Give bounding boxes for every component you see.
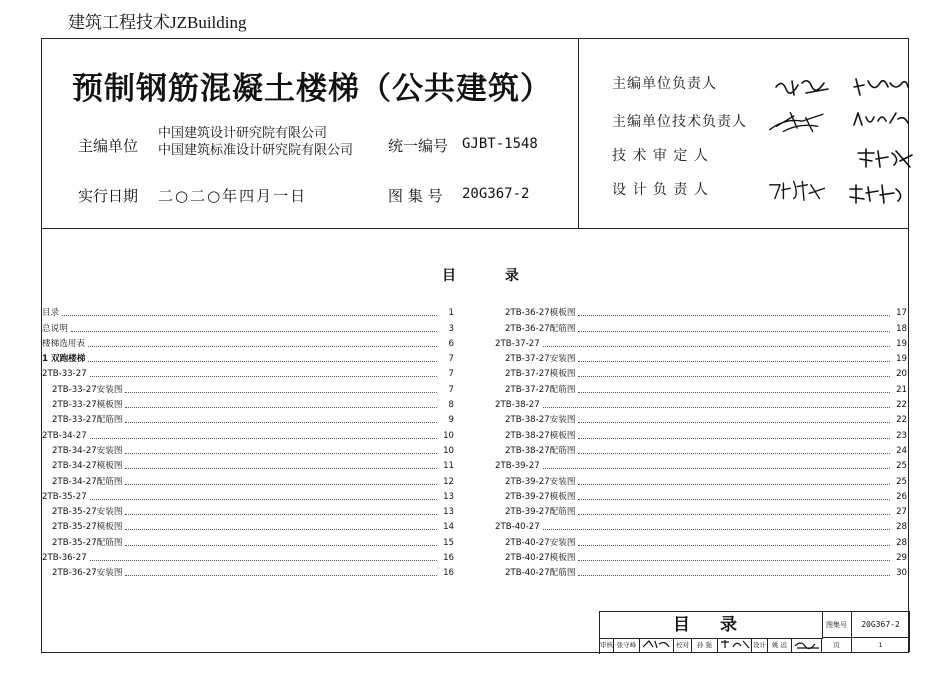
toc-entry-page: 10	[443, 430, 454, 441]
toc-entry-page: 22	[896, 415, 907, 426]
toc-leader-dots	[578, 483, 890, 485]
titleblock-atlas-label: 图集号	[822, 612, 852, 638]
toc-entry-page: 6	[448, 338, 454, 349]
checker-signature-mark	[719, 638, 751, 650]
toc-entry	[42, 502, 454, 517]
implementation-date: 二○二○年四月一日	[158, 187, 308, 205]
toc-entry-page: 16	[443, 568, 454, 579]
toc-leader-dots	[578, 330, 890, 332]
toc-leader-dots	[578, 498, 890, 500]
toc-leader-dots	[125, 467, 437, 469]
toc-entry-title: 2TB-34-27	[42, 430, 87, 441]
role-technical-review: 技 术 审 定 人	[612, 148, 709, 164]
toc-leader-dots	[125, 483, 437, 485]
toc-entry-page: 25	[896, 476, 907, 487]
toc-entry	[495, 471, 907, 486]
toc-entry-title: 2TB-38-27	[495, 400, 540, 411]
toc-leader-dots	[578, 452, 890, 454]
toc-leader-dots	[578, 421, 890, 423]
toc-leader-dots	[578, 513, 890, 515]
toc-leader-dots	[125, 513, 437, 515]
toc-entry	[42, 364, 454, 379]
toc-entry-title: 2TB-35-27安装图	[52, 507, 123, 518]
toc-entry	[42, 441, 454, 456]
toc-leader-dots	[125, 421, 437, 423]
toc-entry-title: 2TB-38-27配筋图	[505, 445, 576, 456]
toc-entry-title: 2TB-37-27模板图	[505, 369, 576, 380]
toc-entry	[42, 303, 454, 318]
toc-entry-page: 7	[448, 384, 454, 395]
toc-entry-page: 20	[896, 369, 907, 380]
design-label: 设计	[752, 638, 768, 652]
toc-entry-title: 2TB-33-27模板图	[52, 400, 123, 411]
org-list	[158, 125, 353, 159]
toc-entry	[42, 395, 454, 410]
toc-leader-dots	[88, 360, 437, 362]
toc-entry	[495, 395, 907, 410]
check-label: 校对	[674, 638, 692, 652]
role-technical-chief: 主编单位技术负责人	[612, 114, 747, 130]
toc-entry	[495, 487, 907, 502]
toc-entry	[42, 563, 454, 578]
toc-entry-title: 2TB-34-27配筋图	[52, 476, 123, 487]
toc-entry	[42, 517, 454, 532]
toc-leader-dots	[578, 391, 890, 393]
document-title: 预制钢筋混凝土楼梯（公共建筑）	[72, 71, 552, 107]
unified-no: GJBT-1548	[462, 136, 538, 152]
toc-entry	[495, 563, 907, 578]
date-label: 实行日期	[78, 187, 139, 205]
titleblock-signoff-row	[600, 638, 910, 652]
toc-entry	[495, 379, 907, 394]
toc-column-left	[42, 303, 454, 578]
toc-leader-dots	[578, 437, 890, 439]
toc-entry-page: 3	[448, 323, 454, 334]
toc-entry	[42, 532, 454, 547]
org-2: 中国建筑标准设计研究院有限公司	[158, 143, 354, 158]
toc-entry-title: 2TB-33-27安装图	[52, 384, 123, 395]
toc-entry-page: 28	[896, 522, 907, 533]
title-block	[599, 611, 910, 654]
toc-leader-dots	[62, 314, 437, 316]
toc-heading-char-2: 录	[504, 268, 519, 284]
toc-leader-dots	[578, 574, 890, 576]
signature-4b	[846, 179, 906, 205]
toc-entry	[42, 471, 454, 486]
toc-entry	[42, 349, 454, 364]
toc-leader-dots	[125, 452, 437, 454]
toc-entry-title: 2TB-39-27安装图	[505, 476, 576, 487]
toc-entry-title: 楼梯选用表	[42, 338, 85, 349]
toc-entry	[495, 441, 907, 456]
toc-heading	[442, 265, 519, 285]
toc-entry-page: 18	[896, 323, 907, 334]
toc-leader-dots	[90, 559, 437, 561]
toc-entry	[495, 364, 907, 379]
toc-entry-page: 9	[448, 415, 454, 426]
toc-entry-page: 26	[896, 491, 907, 502]
toc-entry	[42, 334, 454, 349]
toc-entry-title: 2TB-34-27安装图	[52, 445, 123, 456]
org-1: 中国建筑设计研究院有限公司	[158, 126, 328, 141]
signature-4a	[768, 177, 828, 203]
unified-no-label: 统一编号	[388, 137, 449, 155]
toc-heading-char-1: 目	[442, 268, 456, 284]
toc-entry-title: 目录	[42, 308, 60, 319]
atlas-no: 20G367-2	[462, 186, 530, 202]
toc-entry	[495, 303, 907, 318]
page-label: 页	[822, 638, 852, 652]
toc-entry-title: 2TB-36-27安装图	[52, 568, 123, 579]
toc-entry-title: 2TB-37-27安装图	[505, 354, 576, 365]
toc-leader-dots	[578, 314, 890, 316]
role-chief-unit: 主编单位负责人	[612, 76, 717, 92]
toc-entry-title: 2TB-38-27模板图	[505, 430, 576, 441]
toc-entry-page: 30	[896, 568, 907, 579]
toc-leader-dots	[125, 544, 437, 546]
toc-entry-page: 8	[448, 400, 454, 411]
toc-entry	[495, 517, 907, 532]
toc-leader-dots	[90, 375, 437, 377]
toc-leader-dots	[125, 574, 437, 576]
toc-entry-title: 2TB-40-27安装图	[505, 537, 576, 548]
toc-entry-page: 22	[896, 400, 907, 411]
reviewer-signature-mark	[641, 638, 673, 650]
toc-leader-dots	[578, 559, 890, 561]
toc-entry-title: 2TB-36-27配筋图	[505, 323, 576, 334]
toc-entry	[42, 410, 454, 425]
toc-entry-title: 2TB-39-27模板图	[505, 491, 576, 502]
toc-entry-title: 2TB-37-27	[495, 338, 540, 349]
toc-entry-page: 28	[896, 537, 907, 548]
toc-entry-page: 19	[896, 354, 907, 365]
toc-entry	[42, 456, 454, 471]
checker-signature	[718, 638, 752, 652]
org-label: 主编单位	[78, 137, 139, 155]
toc-entry	[42, 425, 454, 440]
toc-entry-page: 13	[443, 507, 454, 518]
toc-entry-title: 总说明	[42, 323, 68, 334]
toc-entry-title: 2TB-37-27配筋图	[505, 384, 576, 395]
toc-entry-page: 14	[443, 522, 454, 533]
designer-signature-mark	[793, 638, 821, 650]
toc-leader-dots	[125, 406, 437, 408]
toc-entry	[495, 532, 907, 547]
toc-entry	[42, 548, 454, 563]
toc-leader-dots	[90, 498, 437, 500]
toc-leader-dots	[125, 528, 437, 530]
toc-leader-dots	[543, 406, 890, 408]
toc-leader-dots	[543, 345, 890, 347]
toc-entry-title: 2TB-35-27模板图	[52, 522, 123, 533]
toc-leader-dots	[543, 528, 890, 530]
toc-leader-dots	[578, 544, 890, 546]
toc-entry-title: 2TB-40-27配筋图	[505, 568, 576, 579]
atlas-no-label: 图 集 号	[388, 187, 443, 205]
titleblock-atlas-no: 20G367-2	[852, 612, 910, 638]
toc-entry	[495, 425, 907, 440]
toc-leader-dots	[578, 375, 890, 377]
toc-entry-page: 7	[448, 369, 454, 380]
toc-entry-page: 21	[896, 384, 907, 395]
toc-entry-title: 2TB-40-27模板图	[505, 553, 576, 564]
toc-entry	[495, 318, 907, 333]
toc-entry-page: 13	[443, 491, 454, 502]
designer-signature	[792, 638, 822, 652]
toc-entry-title: 1 双跑楼梯	[42, 354, 86, 365]
toc-column-right	[495, 303, 907, 578]
toc-entry	[495, 548, 907, 563]
toc-entry	[495, 456, 907, 471]
toc-entry-title: 2TB-34-27模板图	[52, 461, 123, 472]
toc-leader-dots	[90, 437, 437, 439]
toc-entry	[42, 487, 454, 502]
reviewer-signature	[640, 638, 674, 652]
header-divider	[578, 39, 579, 228]
site-watermark: 建筑工程技术JZBuilding	[68, 13, 247, 32]
toc-entry	[495, 334, 907, 349]
toc-entry-page: 29	[896, 553, 907, 564]
toc-entry-page: 25	[896, 461, 907, 472]
toc-entry-title: 2TB-35-27配筋图	[52, 537, 123, 548]
toc-entry-title: 2TB-39-27	[495, 461, 540, 472]
toc-entry-title: 2TB-36-27	[42, 553, 87, 564]
toc-entry-page: 7	[448, 354, 454, 365]
toc-entry-page: 17	[896, 308, 907, 319]
toc-entry-title: 2TB-33-27	[42, 369, 87, 380]
toc-entry-title: 2TB-36-27模板图	[505, 308, 576, 319]
reviewer-name: 张守峰	[614, 638, 640, 652]
toc-leader-dots	[543, 467, 890, 469]
designer-name: 姚 远	[768, 638, 792, 652]
toc-leader-dots	[578, 360, 890, 362]
toc-entry-title: 2TB-33-27配筋图	[52, 415, 123, 426]
checker-name: 孙 强	[692, 638, 718, 652]
signature-1b	[850, 73, 910, 99]
toc-leader-dots	[71, 330, 437, 332]
review-label: 审核	[600, 638, 614, 652]
signature-3b	[854, 145, 914, 171]
titleblock-name: 目 录	[600, 612, 823, 639]
signature-2a	[768, 109, 828, 135]
toc-entry-page: 11	[443, 461, 454, 472]
toc-entry	[495, 349, 907, 364]
signature-2b	[850, 105, 910, 131]
toc-entry	[42, 379, 454, 394]
toc-entry-title: 2TB-39-27配筋图	[505, 507, 576, 518]
toc-entry-page: 19	[896, 338, 907, 349]
toc-entry-page: 15	[443, 537, 454, 548]
toc-entry	[495, 502, 907, 517]
toc-entry-title: 2TB-40-27	[495, 522, 540, 533]
header-block	[42, 39, 908, 229]
toc-leader-dots	[125, 391, 437, 393]
toc-entry-page: 10	[443, 445, 454, 456]
toc-entry-page: 27	[896, 507, 907, 518]
toc-entry-title: 2TB-38-27安装图	[505, 415, 576, 426]
toc-entry-page: 23	[896, 430, 907, 441]
page-number: 1	[852, 638, 910, 652]
toc-entry-page: 1	[448, 308, 454, 319]
toc-entry	[42, 318, 454, 333]
toc-entry-page: 12	[443, 476, 454, 487]
toc-entry-title: 2TB-35-27	[42, 491, 87, 502]
toc-entry-page: 16	[443, 553, 454, 564]
toc-entry	[495, 410, 907, 425]
toc-leader-dots	[88, 345, 437, 347]
signature-1a	[772, 75, 832, 101]
toc-entry-page: 24	[896, 445, 907, 456]
drawing-frame	[41, 38, 909, 653]
role-design-lead: 设 计 负 责 人	[612, 182, 709, 198]
